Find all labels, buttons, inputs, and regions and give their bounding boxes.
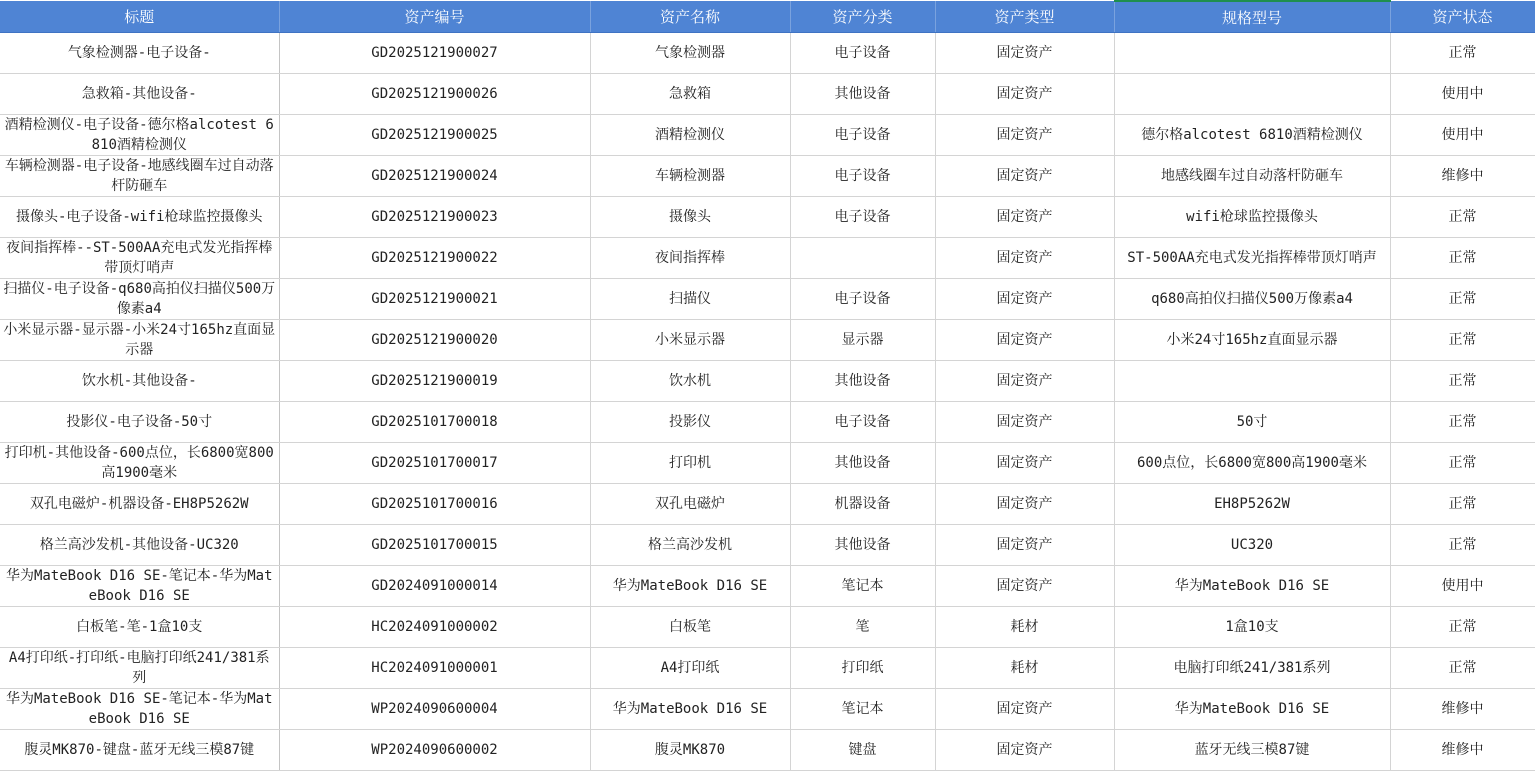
- asset-status-cell[interactable]: [1390, 320, 1535, 361]
- asset-status-cell[interactable]: [1390, 730, 1535, 771]
- asset-category-cell-text: 其他设备: [834, 86, 891, 102]
- asset-type-cell[interactable]: [935, 566, 1114, 607]
- title-cell[interactable]: [0, 156, 279, 197]
- spec-model-cell-text: 地感线圈车过自动落杆防砸车: [1161, 168, 1343, 184]
- asset-type-cell-text: 固定资产: [996, 209, 1053, 225]
- asset-category-cell-text: 其他设备: [834, 373, 891, 389]
- asset-category-cell-text: 电子设备: [834, 127, 891, 143]
- asset-code-cell[interactable]: [279, 238, 590, 279]
- spec-model-cell-text: 600点位，长6800宽800高1900毫米: [1136, 455, 1367, 471]
- asset-status-cell-text: 正常: [1448, 619, 1477, 635]
- asset-category-cell-text: 键盘: [848, 742, 877, 758]
- asset-status-cell-text: 正常: [1448, 414, 1477, 430]
- asset-name-cell[interactable]: [590, 566, 790, 607]
- spec-model-cell-text: ST-500AA充电式发光指挥棒带顶灯哨声: [1127, 250, 1377, 266]
- title-cell-text: 气象检测器-电子设备-: [67, 45, 211, 61]
- column-header-title[interactable]: 标题: [0, 1, 279, 33]
- asset-type-cell-text: 固定资产: [996, 291, 1053, 307]
- title-cell-text: 酒精检测仪-电子设备-德尔格alcotest 6810酒精检测仪: [4, 117, 274, 153]
- spec-model-cell[interactable]: [1114, 443, 1390, 484]
- asset-category-cell-text: 电子设备: [834, 414, 891, 430]
- asset-type-cell-text: 固定资产: [996, 414, 1053, 430]
- table-body: [0, 33, 1535, 771]
- spec-model-cell[interactable]: [1114, 484, 1390, 525]
- title-cell-text: 急救箱-其他设备-: [81, 86, 197, 102]
- asset-category-cell-text: 电子设备: [834, 291, 891, 307]
- asset-name-cell-text: 白板笔: [669, 619, 711, 635]
- title-cell[interactable]: [0, 279, 279, 320]
- asset-type-cell-text: 固定资产: [996, 455, 1053, 471]
- table-row[interactable]: [0, 689, 1535, 730]
- asset-code-cell[interactable]: [279, 115, 590, 156]
- asset-name-cell[interactable]: [590, 607, 790, 648]
- asset-code-cell-text: GD2025101700016: [371, 496, 498, 512]
- asset-name-cell-text: 格兰高沙发机: [648, 537, 732, 553]
- asset-code-cell-text: GD2025121900019: [371, 373, 498, 389]
- asset-category-cell[interactable]: [790, 361, 935, 402]
- asset-category-cell-text: 打印纸: [841, 660, 884, 676]
- asset-code-cell[interactable]: [279, 74, 590, 115]
- asset-status-cell[interactable]: [1390, 115, 1535, 156]
- column-header-asset-name[interactable]: 资产名称: [590, 1, 790, 33]
- asset-code-cell[interactable]: [279, 689, 590, 730]
- asset-code-cell-text: GD2025121900026: [371, 86, 498, 102]
- asset-name-cell[interactable]: [590, 156, 790, 197]
- asset-name-cell-text: 腹灵MK870: [654, 742, 726, 758]
- asset-name-cell-text: 华为MateBook D16 SE: [612, 578, 768, 594]
- asset-name-cell-text: 气象检测器: [655, 45, 725, 61]
- asset-name-cell-text: 投影仪: [669, 414, 711, 430]
- asset-name-cell-text: 饮水机: [669, 373, 711, 389]
- title-cell[interactable]: [0, 730, 279, 771]
- asset-name-cell[interactable]: [590, 443, 790, 484]
- asset-type-cell[interactable]: [935, 115, 1114, 156]
- title-cell-text: 摄像头-电子设备-wifi枪球监控摄像头: [15, 209, 263, 225]
- spec-model-cell[interactable]: [1114, 648, 1390, 689]
- table-row[interactable]: [0, 525, 1535, 566]
- asset-code-cell[interactable]: [279, 33, 590, 74]
- asset-status-cell[interactable]: [1390, 156, 1535, 197]
- asset-code-cell-text: GD2025121900023: [371, 209, 498, 225]
- column-header-asset-code[interactable]: 资产编号: [279, 1, 590, 33]
- asset-status-cell-text: 维修中: [1441, 742, 1484, 758]
- table-row[interactable]: [0, 279, 1535, 320]
- title-cell[interactable]: [0, 74, 279, 115]
- table-row[interactable]: [0, 33, 1535, 74]
- asset-status-cell-text: 正常: [1448, 496, 1477, 512]
- table-row[interactable]: [0, 74, 1535, 115]
- asset-name-cell-text: 夜间指挥棒: [655, 250, 725, 266]
- title-cell-text: A4打印纸-打印纸-电脑打印纸241/381系列: [8, 650, 270, 686]
- asset-name-cell-text: 车辆检测器: [655, 168, 725, 184]
- asset-status-cell[interactable]: [1390, 607, 1535, 648]
- asset-status-cell-text: 维修中: [1441, 701, 1484, 717]
- asset-name-cell-text: 扫描仪: [669, 291, 711, 307]
- column-header-asset-type[interactable]: 资产类型: [935, 1, 1114, 33]
- asset-category-cell-text: 笔: [855, 619, 870, 635]
- title-cell[interactable]: [0, 607, 279, 648]
- title-cell-text: 车辆检测器-电子设备-地感线圈车过自动落杆防砸车: [4, 158, 274, 194]
- asset-type-cell[interactable]: [935, 648, 1114, 689]
- spec-model-cell[interactable]: [1114, 279, 1390, 320]
- asset-code-cell[interactable]: [279, 361, 590, 402]
- table-row[interactable]: [0, 156, 1535, 197]
- asset-code-cell[interactable]: [279, 320, 590, 361]
- title-cell-text: 打印机-其他设备-600点位，长6800宽800高1900毫米: [4, 445, 274, 481]
- table-row[interactable]: [0, 238, 1535, 279]
- table-row[interactable]: [0, 648, 1535, 689]
- asset-category-cell[interactable]: [790, 648, 935, 689]
- title-cell-text: 饮水机-其他设备-: [81, 373, 197, 389]
- title-cell[interactable]: [0, 648, 279, 689]
- asset-status-cell-text: 正常: [1448, 537, 1477, 553]
- spec-model-cell[interactable]: [1114, 33, 1390, 74]
- asset-category-cell-text: 显示器: [841, 332, 884, 348]
- asset-type-cell-text: 固定资产: [996, 250, 1053, 266]
- spec-model-cell-text: wifi枪球监控摄像头: [1186, 209, 1318, 225]
- asset-code-cell-text: WP2024090600002: [371, 742, 498, 758]
- asset-code-cell-text: HC2024091000001: [371, 660, 498, 676]
- spec-model-cell-text: UC320: [1230, 537, 1274, 553]
- asset-name-cell-text: 小米显示器: [655, 332, 725, 348]
- asset-code-cell-text: WP2024090600004: [371, 701, 498, 717]
- title-cell[interactable]: [0, 197, 279, 238]
- asset-name-cell[interactable]: [590, 115, 790, 156]
- asset-name-cell[interactable]: [590, 689, 790, 730]
- asset-category-cell[interactable]: [790, 197, 935, 238]
- asset-status-cell[interactable]: [1390, 484, 1535, 525]
- asset-status-cell[interactable]: [1390, 443, 1535, 484]
- asset-type-cell-text: 固定资产: [996, 45, 1053, 61]
- asset-status-cell[interactable]: [1390, 238, 1535, 279]
- asset-code-cell[interactable]: [279, 443, 590, 484]
- asset-type-cell[interactable]: [935, 525, 1114, 566]
- asset-status-cell-text: 正常: [1448, 373, 1477, 389]
- asset-name-cell[interactable]: [590, 402, 790, 443]
- asset-name-cell-text: A4打印纸: [660, 660, 720, 676]
- asset-name-cell[interactable]: [590, 197, 790, 238]
- asset-status-cell[interactable]: [1390, 525, 1535, 566]
- asset-status-cell-text: 使用中: [1441, 86, 1484, 102]
- asset-type-cell-text: 耗材: [1010, 619, 1039, 635]
- header-row: [0, 1, 1535, 33]
- asset-code-cell[interactable]: [279, 566, 590, 607]
- table-row[interactable]: [0, 402, 1535, 443]
- asset-type-cell[interactable]: [935, 320, 1114, 361]
- asset-status-cell-text: 正常: [1448, 45, 1477, 61]
- asset-code-cell[interactable]: [279, 402, 590, 443]
- asset-category-cell[interactable]: [790, 484, 935, 525]
- table-row[interactable]: [0, 566, 1535, 607]
- asset-name-cell[interactable]: [590, 279, 790, 320]
- asset-category-cell[interactable]: [790, 402, 935, 443]
- table-row[interactable]: [0, 361, 1535, 402]
- asset-code-cell[interactable]: [279, 648, 590, 689]
- asset-category-cell-text: 笔记本: [841, 701, 884, 717]
- spec-model-cell[interactable]: [1114, 525, 1390, 566]
- spec-model-cell-text: 华为MateBook D16 SE: [1174, 578, 1330, 594]
- title-cell-text: 投影仪-电子设备-50寸: [66, 414, 213, 430]
- asset-code-cell-text: GD2025101700018: [371, 414, 498, 430]
- asset-type-cell[interactable]: [935, 361, 1114, 402]
- asset-code-cell[interactable]: [279, 525, 590, 566]
- asset-type-cell-text: 固定资产: [996, 701, 1053, 717]
- title-cell-text: 夜间指挥棒--ST-500AA充电式发光指挥棒带顶灯哨声: [6, 240, 273, 276]
- asset-type-cell[interactable]: [935, 33, 1114, 74]
- asset-type-cell-text: 固定资产: [996, 373, 1053, 389]
- spec-model-cell-text: 蓝牙无线三模87键: [1194, 742, 1310, 758]
- asset-type-cell[interactable]: [935, 74, 1114, 115]
- spec-model-cell[interactable]: [1114, 689, 1390, 730]
- asset-type-cell[interactable]: [935, 156, 1114, 197]
- title-cell[interactable]: [0, 320, 279, 361]
- asset-code-cell-text: HC2024091000002: [371, 619, 498, 635]
- asset-category-cell-text: 其他设备: [834, 455, 891, 471]
- spec-model-cell[interactable]: [1114, 566, 1390, 607]
- asset-category-cell[interactable]: [790, 443, 935, 484]
- spec-model-cell[interactable]: [1114, 115, 1390, 156]
- asset-code-cell-text: GD2025121900020: [371, 332, 498, 348]
- asset-type-cell[interactable]: [935, 607, 1114, 648]
- table-row[interactable]: [0, 197, 1535, 238]
- asset-code-cell-text: GD2025121900022: [371, 250, 498, 266]
- asset-status-cell-text: 使用中: [1441, 127, 1484, 143]
- asset-type-cell[interactable]: [935, 279, 1114, 320]
- asset-name-cell[interactable]: [590, 238, 790, 279]
- asset-status-cell[interactable]: [1390, 197, 1535, 238]
- table-row[interactable]: [0, 320, 1535, 361]
- spec-model-cell[interactable]: [1114, 74, 1390, 115]
- asset-code-cell[interactable]: [279, 197, 590, 238]
- spec-model-cell-text: q680高拍仪扫描仪500万像素a4: [1151, 291, 1353, 307]
- asset-code-cell[interactable]: [279, 484, 590, 525]
- asset-category-cell[interactable]: [790, 156, 935, 197]
- asset-status-cell[interactable]: [1390, 689, 1535, 730]
- asset-status-cell-text: 正常: [1448, 332, 1477, 348]
- asset-category-cell[interactable]: [790, 74, 935, 115]
- asset-type-cell[interactable]: [935, 730, 1114, 771]
- asset-name-cell[interactable]: [590, 33, 790, 74]
- asset-category-cell-text: 机器设备: [834, 496, 891, 512]
- table-row[interactable]: [0, 443, 1535, 484]
- title-cell-text: 扫描仪-电子设备-q680高拍仪扫描仪500万像素a4: [3, 281, 276, 317]
- asset-name-cell-text: 双孔电磁炉: [655, 496, 725, 512]
- asset-category-cell[interactable]: [790, 730, 935, 771]
- asset-status-cell[interactable]: [1390, 648, 1535, 689]
- title-cell-text: 小米显示器-显示器-小米24寸165hz直面显示器: [3, 322, 276, 358]
- title-cell-text: 白板笔-笔-1盒10支: [76, 619, 203, 635]
- title-cell-text: 华为MateBook D16 SE-笔记本-华为MateBook D16 SE: [5, 691, 273, 727]
- spec-model-cell-text: 1盒10支: [1225, 619, 1279, 635]
- title-cell-text: 华为MateBook D16 SE-笔记本-华为MateBook D16 SE: [5, 568, 273, 604]
- asset-code-cell-text: GD2025101700015: [371, 537, 498, 553]
- asset-type-cell-text: 固定资产: [996, 537, 1053, 553]
- asset-name-cell-text: 摄像头: [669, 209, 711, 225]
- table-row[interactable]: [0, 484, 1535, 525]
- title-cell[interactable]: [0, 361, 279, 402]
- asset-type-cell-text: 固定资产: [996, 496, 1053, 512]
- asset-name-cell-text: 酒精检测仪: [655, 127, 725, 143]
- asset-code-cell[interactable]: [279, 156, 590, 197]
- asset-status-cell-text: 正常: [1448, 660, 1477, 676]
- asset-status-cell[interactable]: [1390, 279, 1535, 320]
- asset-name-cell-text: 急救箱: [669, 86, 711, 102]
- table-row[interactable]: [0, 730, 1535, 771]
- asset-code-cell-text: GD2025101700017: [371, 455, 498, 471]
- asset-name-cell[interactable]: [590, 525, 790, 566]
- asset-code-cell-text: GD2025121900025: [371, 127, 498, 143]
- column-header-asset-status[interactable]: 资产状态: [1390, 1, 1535, 33]
- title-cell-text: 双孔电磁炉-机器设备-EH8P5262W: [29, 496, 249, 512]
- asset-name-cell[interactable]: [590, 74, 790, 115]
- asset-type-cell[interactable]: [935, 689, 1114, 730]
- asset-code-cell-text: GD2025121900024: [371, 168, 498, 184]
- spec-model-cell-text: 50寸: [1236, 414, 1268, 430]
- asset-code-cell[interactable]: [279, 279, 590, 320]
- asset-category-cell[interactable]: [790, 115, 935, 156]
- asset-type-cell-text: 固定资产: [996, 127, 1053, 143]
- asset-category-cell-text: 电子设备: [834, 45, 891, 61]
- asset-category-cell[interactable]: [790, 33, 935, 74]
- asset-name-cell[interactable]: [590, 648, 790, 689]
- asset-type-cell[interactable]: [935, 238, 1114, 279]
- title-cell[interactable]: [0, 115, 279, 156]
- asset-status-cell-text: 正常: [1448, 291, 1477, 307]
- asset-name-cell[interactable]: [590, 484, 790, 525]
- asset-type-cell[interactable]: [935, 402, 1114, 443]
- asset-category-cell[interactable]: [790, 279, 935, 320]
- asset-category-cell[interactable]: [790, 238, 935, 279]
- title-cell[interactable]: [0, 689, 279, 730]
- asset-type-cell-text: 固定资产: [996, 578, 1053, 594]
- asset-status-cell[interactable]: [1390, 33, 1535, 74]
- spec-model-cell-text: EH8P5262W: [1214, 496, 1290, 512]
- asset-status-cell-text: 正常: [1448, 455, 1477, 471]
- table-header: [0, 1, 1535, 33]
- asset-type-cell-text: 固定资产: [996, 168, 1053, 184]
- asset-status-cell[interactable]: [1390, 402, 1535, 443]
- asset-code-cell-text: GD2025121900021: [371, 291, 498, 307]
- asset-status-cell-text: 维修中: [1441, 168, 1484, 184]
- asset-category-cell[interactable]: [790, 566, 935, 607]
- asset-status-cell-text: 正常: [1448, 209, 1477, 225]
- spec-model-cell-text: 电脑打印纸241/381系列: [1173, 660, 1331, 676]
- spec-model-cell[interactable]: [1114, 238, 1390, 279]
- asset-category-cell[interactable]: [790, 525, 935, 566]
- spec-model-cell[interactable]: [1114, 361, 1390, 402]
- asset-name-cell-text: 打印机: [669, 455, 711, 471]
- spec-model-cell[interactable]: [1114, 197, 1390, 238]
- spec-model-cell[interactable]: [1114, 607, 1390, 648]
- asset-code-cell[interactable]: [279, 730, 590, 771]
- title-cell[interactable]: [0, 402, 279, 443]
- asset-code-cell[interactable]: [279, 607, 590, 648]
- asset-name-cell[interactable]: [590, 730, 790, 771]
- asset-type-cell-text: 固定资产: [996, 332, 1053, 348]
- table-row[interactable]: [0, 115, 1535, 156]
- asset-type-cell[interactable]: [935, 443, 1114, 484]
- title-cell[interactable]: [0, 443, 279, 484]
- title-cell[interactable]: [0, 566, 279, 607]
- spec-model-cell-text: 德尔格alcotest 6810酒精检测仪: [1141, 127, 1363, 143]
- asset-category-cell-text: 电子设备: [834, 168, 891, 184]
- column-header-spec-model[interactable]: 规格型号: [1114, 1, 1390, 33]
- asset-type-cell[interactable]: [935, 197, 1114, 238]
- asset-name-cell[interactable]: [590, 320, 790, 361]
- asset-name-cell-text: 华为MateBook D16 SE: [612, 701, 768, 717]
- asset-category-cell-text: 其他设备: [834, 537, 891, 553]
- asset-code-cell-text: GD2024091000014: [371, 578, 498, 594]
- asset-type-cell-text: 固定资产: [996, 86, 1053, 102]
- spec-model-cell[interactable]: [1114, 730, 1390, 771]
- title-cell[interactable]: [0, 525, 279, 566]
- title-cell[interactable]: [0, 238, 279, 279]
- asset-type-cell-text: 耗材: [1010, 660, 1039, 676]
- column-header-asset-category[interactable]: 资产分类: [790, 1, 935, 33]
- asset-status-cell[interactable]: [1390, 566, 1535, 607]
- spec-model-cell[interactable]: [1114, 156, 1390, 197]
- asset-category-cell[interactable]: [790, 320, 935, 361]
- asset-category-cell-text: 笔记本: [841, 578, 884, 594]
- asset-code-cell-text: GD2025121900027: [371, 45, 498, 61]
- spec-model-cell[interactable]: [1114, 402, 1390, 443]
- title-cell-text: 格兰高沙发机-其他设备-UC320: [39, 537, 239, 553]
- asset-name-cell[interactable]: [590, 361, 790, 402]
- title-cell[interactable]: [0, 484, 279, 525]
- table-row[interactable]: [0, 607, 1535, 648]
- spec-model-cell-text: 华为MateBook D16 SE: [1174, 701, 1330, 717]
- spec-model-cell[interactable]: [1114, 320, 1390, 361]
- asset-type-cell[interactable]: [935, 484, 1114, 525]
- asset-status-cell[interactable]: [1390, 74, 1535, 115]
- asset-status-cell-text: 使用中: [1441, 578, 1484, 594]
- title-cell-text: 腹灵MK870-键盘-蓝牙无线三模87键: [24, 742, 255, 758]
- title-cell[interactable]: [0, 33, 279, 74]
- asset-type-cell-text: 固定资产: [996, 742, 1053, 758]
- spec-model-cell-text: 小米24寸165hz直面显示器: [1166, 332, 1338, 348]
- asset-category-cell[interactable]: [790, 689, 935, 730]
- asset-status-cell-text: 正常: [1448, 250, 1477, 266]
- asset-category-cell-text: 电子设备: [834, 209, 891, 225]
- asset-status-cell[interactable]: [1390, 361, 1535, 402]
- asset-category-cell[interactable]: [790, 607, 935, 648]
